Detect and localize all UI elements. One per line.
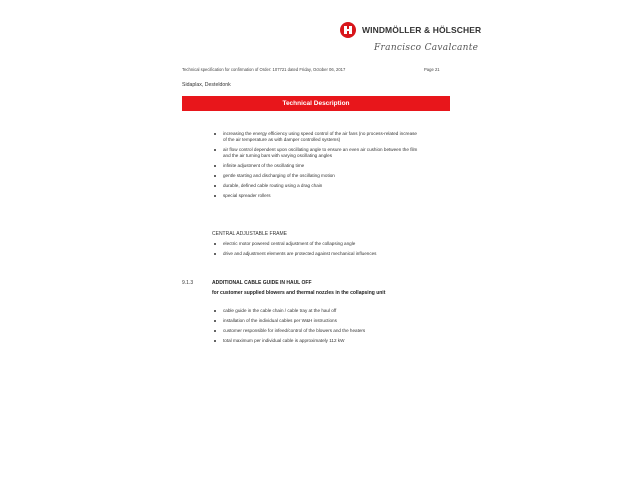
section-banner: Technical Description <box>182 96 450 111</box>
signature: Francisco Cavalcante <box>374 43 479 53</box>
list-item: total maximum per individual cable is approximately 112 kW <box>212 338 418 344</box>
list-item: special spreader rollers <box>212 193 418 199</box>
frame-list <box>212 241 418 261</box>
list-item: air flow control dependent upon oscillating angle to ensure an even air cushion between the film and the air turning bars with varying oscillating angles <box>212 147 418 159</box>
feature-list <box>212 131 418 203</box>
spec-header-line: Technical specification for confirmation of Order: 107721 dated Friday, October 06, 2017 <box>182 67 346 72</box>
list-item: infinite adjustment of the oscillating time <box>212 163 418 169</box>
page-number: Page 21 <box>424 67 440 72</box>
frame-heading: CENTRAL ADJUSTABLE FRAME <box>212 231 288 237</box>
list-item: installation of the individual cables per W&H instructions <box>212 318 418 324</box>
list-item: electric motor powered central adjustment of the collapsing angle <box>212 241 418 247</box>
section-subtitle: for customer supplied blowers and thermal nozzles in the collapsing unit <box>212 290 386 296</box>
list-item: gentle starting and discharging of the oscillating motion <box>212 173 418 179</box>
list-item: cable guide in the cable chain / cable tray at the haul off <box>212 308 418 314</box>
customer-name: Sidaplax, Desteldonk <box>182 82 231 88</box>
list-item: increasing the energy efficiency using speed control of the air fans (no process-related increase of the air temperature as with damper controlled systems) <box>212 131 418 143</box>
wh-logo-icon <box>340 22 356 38</box>
list-item: durable, defined cable routing using a drag chain <box>212 183 418 189</box>
cable-guide-list <box>212 308 418 348</box>
section-title: ADDITIONAL CABLE GUIDE IN HAUL OFF <box>212 280 312 286</box>
company-logo <box>340 22 481 38</box>
company-name: WINDMÖLLER & HÖLSCHER <box>362 25 482 35</box>
list-item: drive and adjustment elements are protected against mechanical influences <box>212 251 418 257</box>
list-item: customer responsible for infeed/control of the blowers and the heaters <box>212 328 418 334</box>
section-number: 9.1.3 <box>182 280 194 286</box>
